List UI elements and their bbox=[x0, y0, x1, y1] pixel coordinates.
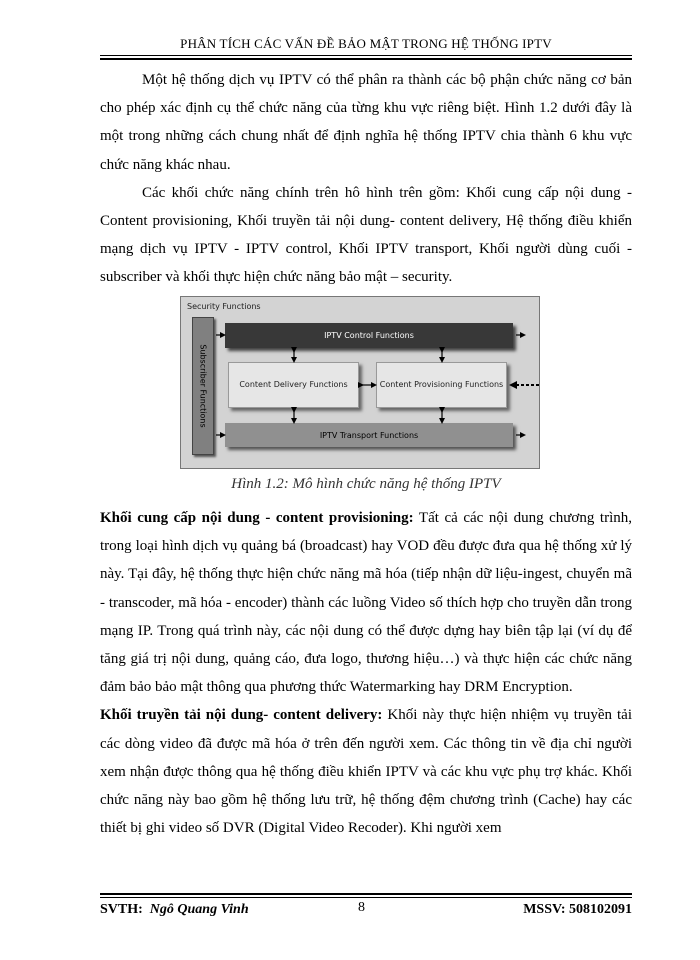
section-heading: Khối truyền tải nội dung- content delivery: bbox=[100, 707, 383, 724]
iptv-function-diagram bbox=[180, 296, 540, 469]
page-header: PHÂN TÍCH CÁC VẤN ĐỀ BẢO MẬT TRONG HỆ THỐNG IPTV bbox=[180, 36, 552, 51]
footer-student bbox=[100, 902, 249, 918]
header-rule-thick bbox=[100, 58, 632, 60]
paragraph-2: Các khối chức năng chính trên hô hình trên gồm: Khối cung cấp nội dung - Content provisioning, Khối truyền tải nội dung- content delivery, Hệ thống điều khiển mạng dịch vụ IPTV - IPTV control, Khối IPTV transport, Khối người dùng cuối - subscriber và khối thực hiện chức năng bảo mật – security. bbox=[100, 184, 632, 286]
page-number: 8 bbox=[358, 900, 365, 915]
footer-rule bbox=[100, 897, 632, 898]
iptv-transport-block: IPTV Transport Functions bbox=[225, 423, 513, 447]
footer-rule-thick bbox=[100, 893, 632, 895]
section-heading: Khối cung cấp nội dung - content provisioning: bbox=[100, 510, 414, 526]
svth-label: SVTH: bbox=[100, 902, 143, 917]
section-content-delivery bbox=[100, 701, 632, 842]
footer-mssv bbox=[523, 902, 632, 918]
section-content-provisioning bbox=[100, 504, 632, 701]
paragraph-1: Một hệ thống dịch vụ IPTV có thể phân ra thành các bộ phận chức năng cơ bản cho phép xác định cụ thể chức năng của từng khu vực riêng biệt. Hình 1.2 dưới đây là một trong những cách chung nhất để định nghĩa hệ thống IPTV chia thành 6 khu vực chức năng khác nhau. bbox=[100, 72, 632, 173]
mssv-label: MSSV: bbox=[523, 902, 566, 917]
arrow-external-input-head bbox=[509, 381, 517, 389]
content-delivery-block: Content Delivery Functions bbox=[228, 362, 359, 408]
header-rule bbox=[100, 55, 632, 56]
content-provisioning-block: Content Provisioning Functions bbox=[376, 362, 507, 408]
student-name: Ngô Quang Vinh bbox=[149, 902, 249, 917]
iptv-control-block: IPTV Control Functions bbox=[225, 323, 513, 348]
section-body: Tất cả các nội dung chương trình, trong loại hình dịch vụ quảng bá (broadcast) hay VOD đều được đưa qua hệ thống xử lý này. Tại đây, hệ thống thực hiện chức năng mã hóa (tiếp nhận dữ liệu-ingest, chuyển mã - transcoder, mã hóa - encoder) thành các luồng Video số thích hợp cho truyền dẫn trong mạng IP. Trong quá trình này, các nội dung có thể được dựng hay biên tập lại (ví dụ để tăng giá trị nội dung, quảng cáo, đưa logo, thương hiệu…) và thực hiện các chức năng đảm bảo bảo mật thông qua phương thức Watermarking hay DRM Encryption. bbox=[100, 510, 632, 696]
security-functions-label: Security Functions bbox=[187, 302, 261, 311]
body-text bbox=[100, 504, 632, 842]
intro-text bbox=[100, 66, 632, 292]
section-body: Khối này thực hiện nhiệm vụ truyền tải các dòng video đã được mã hóa ở trên đến người xem. Các thông tin về địa chỉ người xem nhận được thông qua hệ thống điều khiển IPTV và các khu vực phụ trợ khác. Khối chức năng này bao gồm hệ thống lưu trữ, hệ thống đệm chương trình (Cache) hay các thiết bị ghi video số DVR (Digital Video Recoder). Khi người xem bbox=[100, 707, 632, 837]
mssv-value: 508102091 bbox=[569, 902, 632, 917]
figure-caption: Hình 1.2: Mô hình chức năng hệ thống IPTV bbox=[231, 476, 501, 492]
subscriber-functions-label: Subscriber Functions bbox=[198, 344, 208, 428]
diagram-arrows bbox=[181, 297, 540, 469]
